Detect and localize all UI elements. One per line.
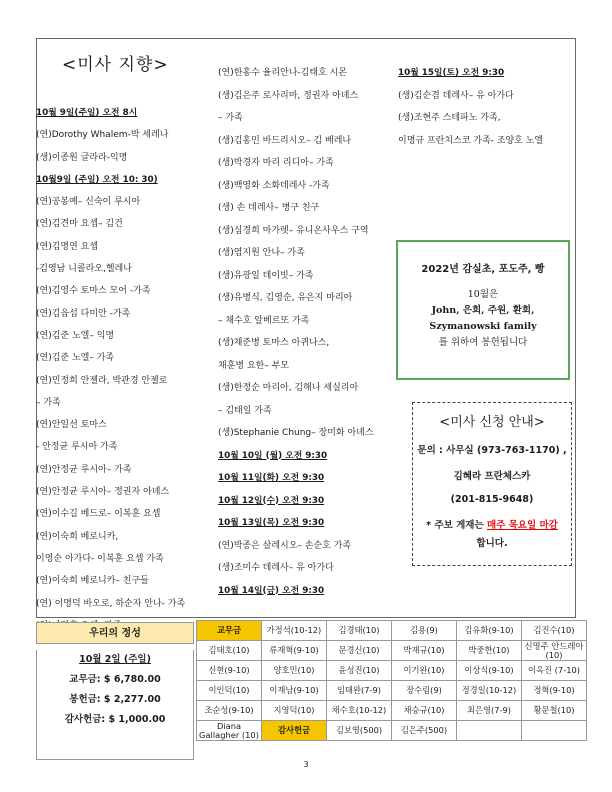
deadline-highlight: 매주 목요일 마감 — [486, 520, 558, 531]
table-cell: 지영덕(10) — [262, 701, 327, 721]
intention-line: – 채수호 알베르또 가족 — [218, 315, 310, 326]
table-cell: 박중한(10) — [457, 641, 522, 661]
intention-line: (연)민정희 안젤라, 박관경 안젤로 — [36, 375, 168, 386]
table-section-label: 감사헌금 — [262, 721, 327, 741]
intention-line: (생)한정순 마리아, 김해나 세실리아 — [218, 383, 359, 393]
table-cell: 김은주(500) — [392, 721, 457, 741]
contact-office: 문의 : 사무실 (973-763-1170) , — [417, 445, 567, 456]
offering-summary — [36, 622, 194, 754]
intention-line: (연)김영수 토마스 모어 -가족 — [36, 286, 151, 297]
intention-line: (생)김홍민 바드리시오– 김 베레나 — [218, 135, 352, 146]
table-cell: 가정석(10-12) — [262, 621, 327, 641]
offering-dedication-box — [396, 240, 570, 380]
intention-line: (연)김준 노엘– 익명 — [36, 330, 115, 341]
table-cell: 김보영(500) — [327, 721, 392, 741]
table-cell: Diana Gallagher (10) — [197, 721, 262, 741]
dedication-family: Szymanowski family — [429, 321, 537, 332]
table-cell: 박재규(10) — [392, 641, 457, 661]
mass-time-heading: 10월9일 (주일) 오전 10: 30) — [36, 174, 158, 185]
table-row — [197, 641, 587, 661]
intention-line: (생)Stephanie Chung– 장미화 아녜스 — [218, 428, 374, 438]
table-cell: 채승규(10) — [392, 701, 457, 721]
table-cell: 문경신(10) — [327, 641, 392, 661]
mass-time-heading: 10월 10일 (월) 오전 9:30 — [218, 450, 328, 461]
deadline-note: * 주보 게재는 매주 목요일 마감 — [426, 520, 558, 531]
table-cell — [522, 721, 587, 741]
intentions-column-3 — [398, 62, 578, 152]
table-cell: 장수림(9) — [392, 681, 457, 701]
table-cell: 김용(9) — [392, 621, 457, 641]
offering-dues: 교무금: $ 6,780.00 — [69, 674, 161, 685]
intention-line: (생)박경자 마리 리디아– 가족 — [218, 158, 334, 168]
table-cell: 황문철(10) — [522, 701, 587, 721]
offering-collection: 봉헌금: $ 2,277.00 — [69, 694, 161, 705]
intention-line: 채훈병 요한– 부모 — [218, 360, 290, 371]
intention-line: - 안정균 루시아 가족 — [36, 442, 118, 453]
table-cell: 이재남(9-10) — [262, 681, 327, 701]
mass-time-heading: 10월 13일(목) 오전 9:30 — [218, 518, 325, 528]
table-cell: 조순성(9-10) — [197, 701, 262, 721]
dedication-names: John, 은희, 주원, 환희, — [431, 305, 535, 316]
intention-line: -김영남 니콜라오,헬레나 — [36, 264, 132, 275]
intention-line: (연)이숙희 베로니카– 친구들 — [36, 576, 149, 587]
intention-line: (연)김읍섭 다미안 -가족 — [36, 308, 131, 319]
intention-line: (생)염지원 안나– 가족 — [218, 248, 305, 258]
intention-line: (연)김준 노엘– 가족 — [36, 353, 115, 364]
intention-line: (연)이수길 베드로– 이복훈 요셉 — [36, 509, 161, 520]
intention-line: (연)안정균 루시아– 정권자 아녜스 — [36, 487, 170, 498]
offering-date: 10월 2일 (주일) — [79, 654, 151, 665]
table-cell: 김태호(10) — [197, 641, 262, 661]
intention-line: (생)이종원 글라라-익명 — [36, 152, 128, 163]
table-cell: 신명주 안드레아(10) — [522, 641, 587, 661]
table-row — [197, 701, 587, 721]
intention-line: (연)안정균 루시아– 가족 — [36, 464, 132, 475]
mass-request-title: <미사 신청 안내> — [439, 415, 545, 430]
intention-line: (생)조현주 스테파노 가족, — [398, 113, 501, 123]
intention-line: (생)김은주 로사리마, 정권자 아녜스 — [218, 90, 359, 101]
intention-line: – 가족 — [218, 113, 243, 123]
table-cell: 이옥진 (7-10) — [522, 661, 587, 681]
intention-line: (생) 손 데레사– 병구 친구 — [218, 203, 320, 213]
page-title: <미사 지향> — [62, 55, 169, 75]
mass-request-box — [412, 402, 572, 566]
table-cell: 류재혁(9-10) — [262, 641, 327, 661]
table-cell: 김유화(9-10) — [457, 621, 522, 641]
table-row — [197, 661, 587, 681]
contact-person: 김혜라 프란체스카 — [453, 471, 531, 482]
contact-phone: (201-815-9648) — [450, 494, 534, 505]
intention-line: (연)Dorothy Whalem-박 세레나 — [36, 130, 169, 141]
intention-line: (생)김순겸 데레사– 유 아가다 — [398, 90, 514, 101]
intention-line: (연)김명연 요셉 — [36, 241, 99, 252]
intention-line: – 가족 — [36, 397, 61, 408]
table-cell: 채수호(10-12) — [327, 701, 392, 721]
table-cell: 김진수(10) — [522, 621, 587, 641]
mass-time-heading: 10월 9일(주일) 오전 8시 — [36, 108, 138, 118]
table-cell: 최은영(7-9) — [457, 701, 522, 721]
donor-table — [196, 620, 587, 741]
mass-time-heading: 10월 14일(금) 오전 9:30 — [218, 585, 325, 596]
intention-line: (생)백영화 소화데레사 -가족 — [218, 180, 330, 191]
intention-line: 이명규 프란치스코 가족- 조양호 노엘 — [398, 135, 544, 146]
intention-line: (생)유병식, 김영순, 유은지 마리아 — [218, 293, 353, 303]
intention-line: (생)채준병 토마스 아퀴나스, — [218, 338, 330, 348]
intention-line: (연)공봉예– 신숙이 루시아 — [36, 197, 141, 208]
dedication-title: 2022년 감실초, 포도주, 빵 — [421, 264, 545, 275]
deadline-note-end: 합니다. — [476, 538, 508, 549]
intention-line: (연)박종은 살레시오– 손순호 가족 — [218, 540, 352, 551]
table-cell: 이상식(9-10) — [457, 661, 522, 681]
table-row — [197, 681, 587, 701]
intention-line: (생)조미수 데레사– 유 아가다 — [218, 563, 334, 573]
table-section-label: 교무금 — [197, 621, 262, 641]
intention-line: – 김태일 가족 — [218, 405, 272, 416]
table-cell — [457, 721, 522, 741]
table-cell: 신현(9-10) — [197, 661, 262, 681]
offering-header: 우리의 정성 — [36, 622, 194, 644]
table-cell: 이인덕(10) — [197, 681, 262, 701]
intention-line: (연)김견마 요셉– 김건 — [36, 219, 123, 230]
table-cell: 윤성진(10) — [327, 661, 392, 681]
mass-time-heading: 10월 11일(화) 오전 9:30 — [218, 473, 325, 483]
page-number: 3 — [303, 760, 309, 769]
table-cell: 양호민(10) — [262, 661, 327, 681]
table-cell: 정혁(9-10) — [522, 681, 587, 701]
intention-line: (연)한홍수 율리안나-김태호 시몬 — [218, 68, 348, 78]
table-cell: 김경태(10) — [327, 621, 392, 641]
table-cell: 임태완(7-9) — [327, 681, 392, 701]
table-cell: 정경일(10-12) — [457, 681, 522, 701]
intention-line: (연)안일선 토마스 — [36, 420, 107, 431]
offering-thanks: 감사헌금: $ 1,000.00 — [64, 714, 166, 725]
dedication-month: 10월은 — [467, 289, 499, 300]
intention-line: 이영순 아가다- 이복훈 요셉 가족 — [36, 553, 164, 564]
table-row — [197, 621, 587, 641]
intentions-column-2 — [218, 62, 403, 602]
intention-line: (생)유광일 데이빗– 가족 — [218, 270, 314, 281]
intentions-column-1 — [36, 102, 216, 637]
mass-time-heading: 10월 15일(토) 오전 9:30 — [398, 68, 505, 78]
intention-line: (연)이숙희 베로니카, — [36, 531, 119, 542]
intention-line: (생)심경희 마가렛– 유니온사우스 구역 — [218, 225, 369, 236]
mass-time-heading: 10월 12일(수) 오전 9:30 — [218, 495, 325, 506]
dedication-note: 를 위하여 봉헌됩니다 — [438, 337, 528, 348]
table-cell: 이기완(10) — [392, 661, 457, 681]
intention-line: (연) 이명덕 바오로, 하순자 안나- 가족 — [36, 598, 186, 609]
table-row — [197, 721, 587, 741]
